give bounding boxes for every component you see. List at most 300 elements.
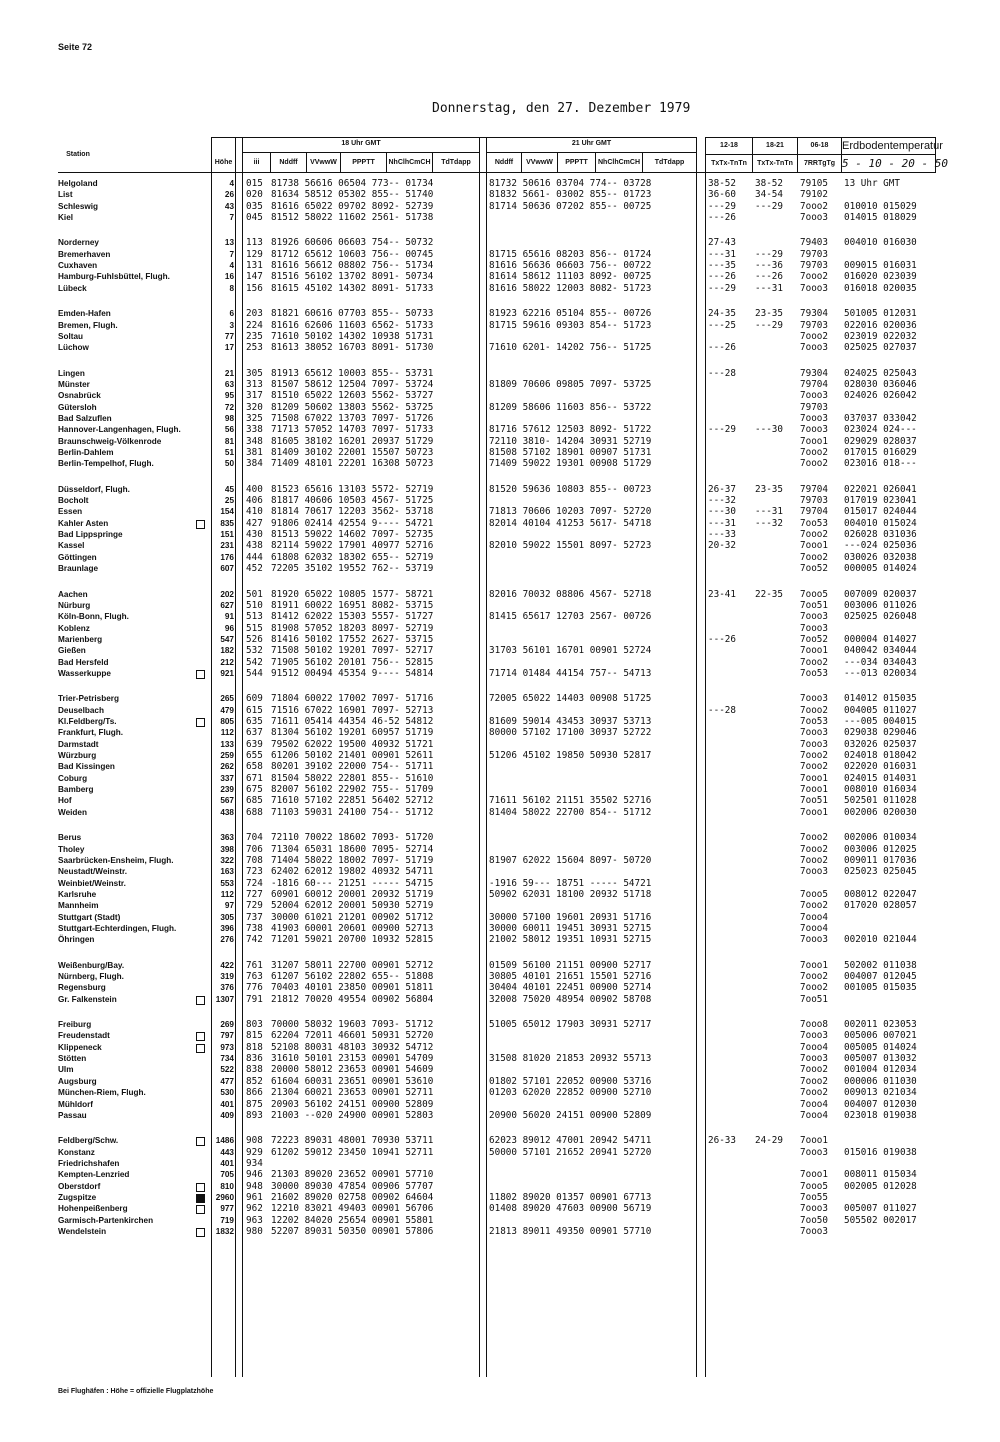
station-name: Kiel [58,213,74,223]
station-index: 866 [246,1087,263,1099]
obs-18-utc: 52108 80031 48103 30932 54712 [271,1041,434,1053]
precip-06-18: 7ooo8 [800,1019,828,1031]
header-td-21: TdTdapp [654,159,685,166]
obs-21-utc: 82014 40104 41253 5617- 54718 [489,517,652,529]
obs-18-utc: 71404 58022 18002 7097- 51719 [271,854,434,866]
station-index: 815 [246,1030,263,1042]
obs-18-utc: 61202 59012 23450 10941 52711 [271,1146,434,1158]
obs-18-utc: 82007 56102 22902 755-- 51709 [271,784,434,796]
precip-06-18: 79304 [800,308,828,320]
station-index: 893 [246,1109,263,1121]
obs-21-utc: 32008 75020 48954 00902 58708 [489,993,652,1005]
soil-temperature: 023024 024--- [844,424,917,436]
station-index: 113 [246,237,263,249]
precip-06-18: 7ooo2 [800,271,828,283]
temp-range-12-18: ---30 [708,506,736,518]
temp-range-12-18: 27-43 [708,237,736,249]
temp-range-12-18: ---35 [708,260,736,272]
obs-18-utc: 81504 58022 22801 855-- 51610 [271,772,434,784]
station-name: Wendelstein [58,1227,107,1236]
header-21-uhr: 21 Uhr GMT [571,140,612,147]
station-height: 151 [220,530,234,540]
precip-06-18: 7ooo1 [800,645,828,657]
soil-temperature: 009015 016031 [844,260,917,272]
temp-range-12-18: ---31 [708,248,736,260]
station-height: 112 [220,728,234,738]
obs-18-utc: 71103 59031 24100 754-- 51712 [271,806,434,818]
station-height: 319 [220,972,234,981]
station-index: 430 [246,529,263,541]
precip-06-18: 79703 [800,495,828,507]
station-name: Emden-Hafen [58,309,111,319]
obs-18-utc: 80201 39102 22000 754-- 51711 [271,761,434,773]
station-height: 4 [229,261,234,271]
station-height: 2960 [215,1192,234,1202]
station-name: Osnabrück [58,391,101,401]
station-index: 635 [246,716,263,727]
station-index: 320 [246,401,263,413]
station-index: 515 [246,622,263,634]
soil-temperature: 016018 020035 [844,282,917,294]
column-rule [705,137,706,1377]
header-ppp-21: PPPTT [565,159,588,166]
obs-18-utc: 81814 70617 12203 3562- 53718 [271,506,434,518]
station-name: Bad Kissingen [58,762,115,772]
obs-18-utc: 81821 60616 07703 855-- 50733 [271,308,434,320]
precip-06-18: 79703 [800,248,828,260]
station-index: 818 [246,1041,263,1053]
temp-range-12-18: ---33 [708,529,736,541]
station-marker-box-icon [196,1183,205,1192]
precip-06-18: 79102 [800,189,828,201]
station-index: 852 [246,1075,263,1087]
soil-temperature: 029029 028037 [844,435,917,447]
station-height: 627 [220,600,234,610]
station-name: Norderney [58,238,99,248]
station-index: 609 [246,693,263,705]
column-rule [696,137,697,1377]
obs-18-utc: 70403 40101 23850 00901 51811 [271,982,434,994]
header-sub-06-18: 7RRTgTg [803,160,836,167]
station-name: Soltau [58,331,84,341]
station-name: Mannheim [58,901,99,911]
obs-18-utc: 81738 56616 06504 773-- 01734 [271,178,434,189]
station-marker-box-icon [196,1032,205,1041]
soil-temperature: 501005 012031 [844,308,917,320]
soil-temperature: 002010 021044 [844,934,917,946]
precip-06-18: 7ooo3 [800,424,828,436]
header-sub-12-18: TxTx-TnTn [711,160,747,167]
station-name: Karlsruhe [58,889,97,899]
obs-18-utc: 21303 89020 23652 00901 57710 [271,1169,434,1181]
obs-18-utc: 79502 62022 19500 40932 51721 [271,738,434,750]
station-height: 81 [224,436,234,446]
station-height: 77 [224,331,234,341]
station-name: Schleswig [58,201,99,211]
precip-06-18: 7oo55 [800,1191,828,1203]
temp-range-12-18: 24-35 [708,308,736,320]
precip-06-18: 7ooo1 [800,959,828,971]
station-name: Cuxhaven [58,261,98,271]
soil-temperature: 002005 012028 [844,1180,917,1192]
obs-21-utc: 51005 65012 17903 30931 52717 [489,1019,652,1031]
station-height: 567 [220,796,234,806]
obs-18-utc: 71508 67022 13703 7097- 51726 [271,412,434,424]
obs-21-utc: 81715 59616 09303 854-- 51723 [489,319,652,331]
obs-18-utc: 30000 61021 21201 00902 51712 [271,911,434,923]
soil-temperature: 022021 026041 [844,483,917,495]
station-marker-box-icon [196,520,205,529]
official-station-filled-box-icon [196,1194,205,1203]
station-index: 961 [246,1191,263,1203]
obs-18-utc: 71905 56102 20101 756-- 52815 [271,656,434,668]
station-name: Kempten-Lenzried [58,1170,130,1180]
column-rule [242,137,243,1377]
soil-temperature: ---024 025036 [844,540,917,552]
obs-18-utc: 61206 50102 21401 00901 52611 [271,750,434,762]
temp-range-12-18: ---31 [708,517,736,529]
obs-18-utc: 81634 58512 05302 855-- 51740 [271,189,434,201]
obs-21-utc: 81732 50616 03704 774-- 03728 [489,178,652,189]
soil-temperature: 002006 010034 [844,832,917,844]
obs-18-utc: 72110 70022 18602 7093- 51720 [271,832,434,844]
obs-18-utc: 82114 59022 17901 40977 52716 [271,540,434,552]
station-index: 685 [246,795,263,807]
report-date: Donnerstag, den 27. Dezember 1979 [432,101,691,116]
precip-06-18: 7ooo3 [800,342,828,354]
station-height: 50 [224,459,234,469]
obs-18-utc: 81911 60022 16951 8082- 53715 [271,599,434,611]
soil-temperature: 008011 015034 [844,1169,917,1181]
station-height: 56 [224,425,234,435]
soil-temperature: 002006 020030 [844,806,917,818]
station-height: 363 [220,833,234,843]
soil-temperature: 002011 023053 [844,1019,917,1031]
obs-21-utc: 81520 59636 10803 855-- 00723 [489,483,652,495]
station-name: Darmstadt [58,739,99,749]
obs-18-utc: 81416 50102 17552 2627- 53715 [271,633,434,645]
station-index: 348 [246,435,263,447]
station-name: Kassel [58,541,85,551]
soil-temperature: 030026 032038 [844,551,917,563]
soil-temperature: 004007 012030 [844,1098,917,1110]
station-name: Feldberg/Schw. [58,1136,119,1146]
precip-06-18: 7ooo3 [800,738,828,750]
obs-21-utc: 30404 40101 22451 00900 52714 [489,982,652,994]
station-name: Bremerhaven [58,249,111,259]
soil-temperature: 037037 033042 [844,412,917,424]
precip-06-18: 7ooo4 [800,911,828,923]
obs-18-utc: 81513 59022 14602 7097- 52735 [271,529,434,541]
obs-21-utc: 81209 58606 11603 856-- 53722 [489,401,652,413]
obs-18-utc: -1816 60--- 21251 ----- 54715 [271,877,434,889]
temp-range-12-18: 38-52 [708,178,736,189]
precip-06-18: 7ooo2 [800,458,828,470]
precip-06-18: 7ooo2 [800,529,828,541]
header-vvww-21: VVwwW [526,159,553,166]
station-index: 908 [246,1135,263,1147]
station-height: 797 [220,1031,234,1041]
station-index: 542 [246,656,263,668]
station-index: 729 [246,900,263,912]
soil-temperature: 029038 029046 [844,727,917,739]
station-name: Berlin-Dahlem [58,448,114,457]
soil-temperature: 017015 016029 [844,447,917,458]
station-height: 805 [220,717,234,726]
obs-18-utc: 71201 59021 20700 10932 52815 [271,934,434,946]
station-index: 738 [246,922,263,934]
station-index: 131 [246,260,263,272]
column-rule [479,137,480,1377]
temp-range-12-18: ---26 [708,271,736,283]
obs-21-utc: 30805 40101 21651 15501 52716 [489,971,652,982]
station-name: Hannover-Langenhagen, Flugh. [58,425,181,435]
obs-18-utc: 71610 57102 22851 56402 52712 [271,795,434,807]
station-index: 532 [246,645,263,657]
soil-temperature: 028030 036046 [844,378,917,390]
soil-temperature: 004010 015024 [844,517,917,529]
station-name: Köln-Bonn, Flugh. [58,612,129,622]
obs-21-utc: 30000 57100 19601 20931 51716 [489,911,652,923]
obs-18-utc: 72205 35102 19552 762-- 53719 [271,563,434,575]
station-name: Konstanz [58,1147,95,1157]
station-height: 443 [220,1147,234,1157]
obs-18-utc: 71611 05414 44354 46-52 54812 [271,716,434,727]
header-rule [211,137,696,138]
obs-21-utc: 81716 57612 12503 8092- 51722 [489,424,652,436]
station-height: 265 [220,694,234,704]
station-name: Nürburg [58,600,91,610]
precip-06-18: 79703 [800,319,828,331]
station-index: 946 [246,1169,263,1181]
precip-06-18: 7ooo3 [800,866,828,878]
station-index: 501 [246,588,263,600]
header-td-18: TdTdapp [441,159,471,166]
soil-temperature: ---005 004015 [844,716,917,727]
temp-range-18-21: 23-35 [755,483,783,495]
station-index: 763 [246,971,263,982]
obs-18-utc: 21003 --020 24900 00901 52803 [271,1109,434,1121]
precip-06-18: 7ooo3 [800,934,828,946]
temp-range-12-18: ---32 [708,495,736,507]
obs-18-utc: 81412 62022 15303 5557- 51727 [271,611,434,623]
station-height: 163 [220,867,234,877]
page-number: Seite 72 [58,42,93,52]
station-name: Lingen [58,368,85,378]
station-height: 4 [229,179,234,188]
obs-18-utc: 81817 40606 10503 4567- 51725 [271,495,434,507]
station-marker-box-icon [196,1044,205,1053]
station-name: Aachen [58,589,88,599]
precip-06-18: 7ooo2 [800,971,828,982]
soil-temperature: 032026 025037 [844,738,917,750]
obs-18-utc: 81616 62606 11603 6562- 51733 [271,319,434,331]
header-rule [705,137,935,138]
temp-range-18-21: 24-29 [755,1135,783,1147]
station-name: Berus [58,833,82,843]
obs-21-utc: 50902 62031 18100 20932 51718 [489,888,652,900]
soil-temperature: 025025 026048 [844,611,917,623]
precip-06-18: 7ooo1 [800,772,828,784]
soil-temperature: 016020 023039 [844,271,917,283]
temp-range-12-18: ---29 [708,424,736,436]
obs-18-utc: 30000 89030 47854 00906 57707 [271,1180,434,1192]
soil-temperature: 005006 007021 [844,1030,917,1042]
station-height: 479 [220,705,234,715]
temp-range-18-21: ---29 [755,319,783,331]
obs-21-utc: -1916 59--- 18751 ----- 54721 [489,877,652,889]
precip-06-18: 7ooo2 [800,854,828,866]
station-height: 547 [220,634,234,644]
temp-range-12-18: ---29 [708,200,736,212]
station-index: 742 [246,934,263,946]
precip-06-18: 7ooo2 [800,330,828,342]
obs-18-utc: 61604 60031 23651 00901 53610 [271,1075,434,1087]
soil-temperature: 001004 012034 [844,1064,917,1076]
station-height: 96 [224,623,234,633]
station-name: Würzburg [58,751,97,761]
obs-18-utc: 62204 72011 46601 50931 52720 [271,1030,434,1042]
header-06-18: 06-18 [810,142,829,149]
station-name: Passau [58,1110,87,1120]
station-index: 791 [246,993,263,1005]
station-index: 513 [246,611,263,623]
station-height: 973 [220,1042,234,1052]
obs-18-utc: 41903 60001 20601 00900 52713 [271,922,434,934]
temp-range-12-18: 26-33 [708,1135,736,1147]
obs-18-utc: 81615 45102 14302 8091- 51733 [271,282,434,294]
station-index: 526 [246,633,263,645]
obs-18-utc: 52207 89031 50350 00901 57806 [271,1226,434,1237]
temp-range-18-21: 23-35 [755,308,783,320]
station-height: 607 [220,564,234,574]
obs-21-utc: 62023 89012 47001 20942 54711 [489,1135,652,1147]
header-rule [58,172,935,173]
station-height: 202 [220,589,234,599]
station-name: Lübeck [58,283,87,293]
soil-temperature: 017020 028057 [844,900,917,912]
precip-06-18: 7ooo3 [800,611,828,623]
station-index: 235 [246,330,263,342]
obs-18-utc: 72223 89031 48001 70930 53711 [271,1135,434,1147]
station-index: 655 [246,750,263,762]
station-name: Bad Hersfeld [58,657,109,667]
soil-temperature: ---013 020034 [844,667,917,679]
station-height: 977 [220,1204,234,1214]
station-index: 658 [246,761,263,773]
precip-06-18: 7ooo5 [800,1180,828,1192]
station-name: Marienberg [58,634,103,644]
station-name: Tholey [58,844,85,854]
obs-21-utc: 51206 45102 19850 50930 52817 [489,750,652,762]
obs-18-utc: 52004 62012 20001 50930 52719 [271,900,434,912]
station-height: 21 [224,368,234,378]
station-index: 761 [246,959,263,971]
header-erdbodentemperatur: Erdbodentemperatur [842,140,943,152]
header-rule [242,152,479,153]
obs-18-utc: 71713 57052 14703 7097- 51733 [271,424,434,436]
station-index: 313 [246,378,263,390]
station-name: Bocholt [58,496,89,506]
station-height: 337 [220,773,234,783]
temp-range-18-21: ---26 [755,271,783,283]
obs-21-utc: 50000 57101 21652 20941 52720 [489,1146,652,1158]
station-name: Saarbrücken-Ensheim, Flugh. [58,855,174,865]
precip-06-18: 7ooo1 [800,435,828,447]
station-name: Weißenburg/Bay. [58,960,125,970]
station-height: 51 [224,448,234,457]
station-height: 16 [224,272,234,282]
precip-06-18: 7ooo2 [800,832,828,844]
header-18-21: 18-21 [766,142,784,149]
obs-21-utc: 81923 62216 05104 855-- 00726 [489,308,652,320]
station-height: 7 [229,213,234,223]
station-index: 803 [246,1019,263,1031]
obs-21-utc: 82010 59022 15501 8097- 52723 [489,540,652,552]
soil-temperature: 004005 011027 [844,704,917,716]
precip-06-18: 7ooo3 [800,412,828,424]
station-height: 276 [220,935,234,945]
station-index: 962 [246,1203,263,1215]
station-name: Koblenz [58,623,90,633]
station-index: 381 [246,447,263,458]
station-name: Friedrichshafen [58,1158,120,1168]
precip-06-18: 7ooo2 [800,1087,828,1099]
obs-18-utc: 12210 83021 49403 00901 56706 [271,1203,434,1215]
station-name: Bremen, Flugh. [58,320,118,330]
station-name: Trier-Petrisberg [58,694,119,704]
soil-temperature: 024015 014031 [844,772,917,784]
obs-21-utc: 80000 57102 17100 30937 52722 [489,727,652,739]
precip-06-18: 7ooo2 [800,750,828,762]
soil-temperature: 015017 024044 [844,506,917,518]
station-index: 637 [246,727,263,739]
station-index: 708 [246,854,263,866]
station-height: 17 [224,343,234,353]
precip-06-18: 7ooo3 [800,390,828,402]
station-height: 154 [220,507,234,517]
station-index: 438 [246,540,263,552]
obs-21-utc: 81415 65617 12703 2567- 00726 [489,611,652,623]
station-index: 688 [246,806,263,818]
precip-06-18: 7ooo3 [800,282,828,294]
station-name: Garmisch-Partenkirchen [58,1215,154,1225]
soil-temperature: 025025 027037 [844,342,917,354]
station-index: 325 [246,412,263,424]
soil-temperature: 005007 013032 [844,1053,917,1065]
station-height: 3 [229,320,234,330]
precip-06-18: 7ooo4 [800,1109,828,1121]
precip-06-18: 7ooo3 [800,212,828,224]
station-name: Deuselbach [58,705,104,715]
precip-06-18: 79703 [800,401,828,413]
obs-21-utc: 81714 50636 07202 855-- 00725 [489,200,652,212]
station-height: 262 [220,762,234,772]
obs-18-utc: 81616 65022 09702 8092- 52739 [271,200,434,212]
soil-temperature: 040042 034044 [844,645,917,657]
obs-18-utc: 81209 50602 13803 5562- 53725 [271,401,434,413]
station-height: 26 [224,190,234,200]
station-name: Frankfurt, Flugh. [58,728,124,738]
station-index: 406 [246,495,263,507]
obs-18-utc: 12202 84020 25654 00901 55801 [271,1214,434,1226]
station-index: 147 [246,271,263,283]
soil-temperature: 008010 016034 [844,784,917,796]
column-rule [235,137,236,1377]
temp-range-12-18: 23-41 [708,588,736,600]
obs-18-utc: 81613 38052 16703 8091- 51730 [271,342,434,354]
header-nddff-21: Nddff [494,159,514,166]
